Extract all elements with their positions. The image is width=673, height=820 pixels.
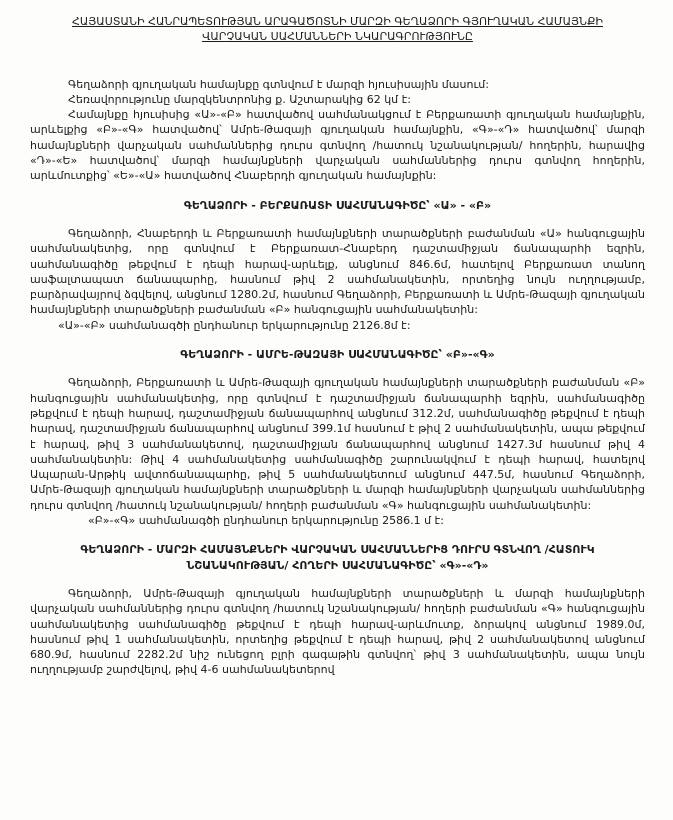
- section-b-g-heading: ԳԵՂԱՁՈՐԻ - ԱՄՐԵ-ԹԱԶԱՅԻ ՍԱՀՄԱՆԱԳԻԾԸ՝ «Բ»-«Գ»: [180, 348, 495, 362]
- section-b-g-total-length: «Բ»-«Գ» սահմանագծի ընդհանուր երկարությունը 2586.1 մ է:: [88, 514, 444, 528]
- intro-block: [30, 77, 645, 184]
- document-title: [30, 14, 645, 45]
- section-a-b-total-length: «Ա»-«Բ» սահմանագծի ընդհանուր երկարությունը 2126.8մ է:: [58, 318, 411, 332]
- title-line-1: ՀԱՅԱՍՏԱՆԻ ՀԱՆՐԱՊԵՏՈՒԹՅԱՆ ԱՐԱԳԱԾՈՏՆԻ ՄԱՐԶԻ ԳԵՂԱՁՈՐԻ ԳՅՈՒՂԱԿԱՆ ՀԱՄԱՅՆՔԻ: [71, 15, 603, 28]
- section-b-g-body: Գեղաձորի, Բերքառատի և Ամրե-Թազայի գյուղական համայնքների տարածքների բաժանման «Բ» հանգուցային սահմանակետից, որը գտնվում է դաշտամիջյան ճանապարհի եզրին, սահմանագիծը թեքվում է դեպի հարավ, դաշտամիջյան ճանապարհով անցնում 312.2մ, սահմանագիծը թեքվում է դեպի հարավ, դաշտամիջյան ճանապարհով անցնում 399.1մ հասնում է թիվ 2 սահմանակետին, ապա թեքվում է հարավ, թիվ 3 սահմանակետով, դաշտամիջյան ճանապարհով անցնում 1427.3մ հասնում թիվ 4 սահմանակետին: Թիվ 4 սահմանակետից սահմանագիծը շարունակվում է դեպի հարավ, հատելով Ապարան-Արթիկ ավտոճանապարհը, թիվ 5 սահմանակետում անցնում 447.5մ, հասնում Գեղաձորի, Ամրե-Թազայի գյուղական համայնքների տարածքների և մարզի համայնքների վարչական սահմաններից դուրս գտնվող /հատուկ նշանակության/ հողերի բաժանման «Գ» հանգուցային սահմանակետին:: [30, 376, 645, 512]
- section-g-d-heading: ԳԵՂԱՁՈՐԻ - ՄԱՐԶԻ ՀԱՄԱՅՆՔՆԵՐԻ ՎԱՐՉԱԿԱՆ ՍԱՀՄԱՆՆԵՐԻՑ ԴՈՒՐՍ ԳՏՆՎՈՂ /ՀԱՏՈՒԿ ՆՇԱՆԱԿՈՒԹՅԱՆ/ ՀՈՂԵՐԻ ՍԱՀՄԱՆԱԳԻԾԸ՝ «Գ»-«Դ»: [80, 543, 595, 572]
- title-line-2: ՎԱՐՉԱԿԱՆ ՍԱՀՄԱՆՆԵՐԻ ՆԿԱՐԱԳՐՈՒԹՅՈՒՆԸ: [202, 30, 473, 44]
- intro-paragraph-3: Համայնքը հյուսիսից «Ա»-«Բ» հատվածով սահմանակցում է Բերքառատի գյուղական համայնքին, արևելքից «Բ»-«Գ» հատվածով՝ Ամրե-Թազայի գյուղական համայնքին, «Գ»-«Դ» հատվածով՝ մարզի համայնքների վարչական սահմաններից դուրս գտնվող /հատուկ նշանակության/ հողերին, հարավից «Դ»-«Ե» հատվածով՝ մարզի համայնքների վարչական սահմաններից դուրս գտնվող հողերին, արևմուտքից՝ «Ե»-«Ա» հատվածով Հնաբերդի գյուղական համայնքին:: [30, 108, 645, 183]
- intro-paragraph-1: Գեղաձորի գյուղական համայնքը գտնվում է մարզի հյուսիսային մասում:: [68, 77, 489, 91]
- section-a-b: [30, 198, 645, 333]
- section-g-d-body: Գեղաձորի, Ամրե-Թազայի գյուղական համայնքների տարածքների և մարզի համայնքների վարչական սահմաններից դուրս գտնվող /հատուկ նշանակության/ հողերի բաժանման «Գ» հանգուցային սահմանակետից սահմանագիծը թեքվում է դեպի հարավ-արևմուտք, ձորակով անցնում 1989.0մ, հասնում թիվ 1 սահմանակետին, որտեղից թեքվում է դեպի հարավ, թիվ 2 սահմանակետով անցնում 680.9մ, հասնում 2282.2մ նիշ ունեցող բլրի գագաթին գտնվող՝ թիվ 3 սահմանակետին, ապա նույն ուղղությամբ շարժվելով, թիվ 4-6 սահմանակետերով: [30, 586, 645, 677]
- section-a-b-body: Գեղաձորի, Հնաբերդի և Բերքառատի համայնքների տարածքների բաժանման «Ա» հանգուցային սահմանակետից, որը գտնվում է Բերքառատ-Հնաբերդ դաշտամիջյան ճանապարհի եզրին, սահմանագիծը թեքվում է դեպի հարավ-արևելք, անցնում 846.6մ, հատելով Բերքառատ տանող ասֆալտապատ ճանապարհը, հասնում թիվ 2 սահմանակետին, որտեղից նույն ուղղությամբ, բարձրավայրով ձգվելով, անցնում 1280.2մ, հասնում Գեղաձորի, Բերքառատի և Ամրե-Թազայի գյուղական համայնքների տարածքների բաժանման «Բ» հանգուցային սահմանակետին:: [30, 226, 645, 317]
- intro-paragraph-2: Հեռավորությունը մարզկենտրոնից ք. Աշտարակից 62 կմ է:: [68, 92, 411, 106]
- section-b-g: [30, 347, 645, 528]
- section-g-d: [30, 542, 645, 677]
- section-a-b-heading: ԳԵՂԱՁՈՐԻ - ԲԵՐՔԱՌԱՏԻ ՍԱՀՄԱՆԱԳԻԾԸ՝ «Ա» - «Բ»: [183, 198, 492, 212]
